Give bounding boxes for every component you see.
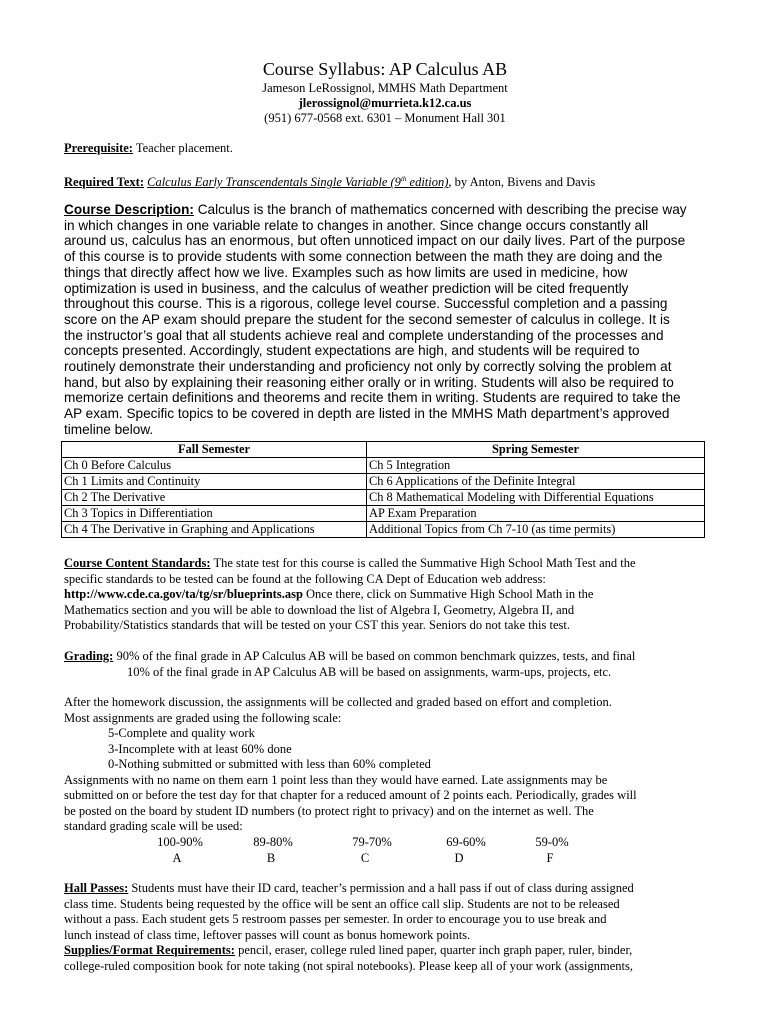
- textbook-title-edition: edition): [406, 175, 449, 190]
- contact-line: (951) 677-0568 ext. 6301 – Monument Hall 301: [264, 111, 506, 125]
- table-row: [62, 506, 705, 522]
- table-row: [62, 458, 705, 474]
- email-link[interactable]: jlerossignol@murrieta.k12.ca.us: [298, 96, 472, 110]
- description-line: around us, calculus has an enormous, but often unnoticed impact on our daily lives. Part of the purpose: [64, 233, 686, 249]
- spring-topic-cell: AP Exam Preparation: [367, 506, 705, 522]
- scale-item: 5-Complete and quality work: [108, 726, 255, 740]
- description-line: concepts presented. Accordingly, student expectations are high, and students will be required to: [64, 343, 640, 359]
- fall-topic-cell: Ch 3 Topics in Differentiation: [62, 506, 367, 522]
- grade-range: 69-60%: [446, 835, 486, 849]
- standards-url-link[interactable]: http://www.cde.ca.gov/ta/tg/sr/blueprints.asp: [64, 587, 303, 601]
- prerequisite-label: Prerequisite:: [64, 141, 133, 155]
- course-description: [64, 202, 710, 438]
- supplies-label: Supplies/Format Requirements:: [64, 943, 235, 957]
- supplies-section: Supplies/Format Requirements: pencil, eraser, college ruled lined paper, quarter inch graph paper, ruler, binder, college-ruled composition book for note taking (not spiral notebooks). Please keep all of your work (assignments,: [64, 943, 633, 973]
- scale-item: 0-Nothing submitted or submitted with less than 60% completed: [108, 757, 431, 771]
- description-line: AP exam. Specific topics to be covered in depth are listed in the MMHS Math department’s approved: [64, 406, 670, 422]
- homework-section: After the homework discussion, the assignments will be collected and graded based on effort and completion. Most assignments are graded using the following scale: 5-Complete and quality work 3-Incomplete with at least 60% done 0-Nothing submitted or submitted with less than 60% completed Assignments with no name on them earn 1 point less than they would have earned. Late assignments may be submitted on or before the test day for that chapter for a reduced amount of 2 points each. Periodically, grades will be posted on the board by student ID numbers (to protect right to privacy) and on the internet as well. The standard grading scale will be used:: [64, 695, 708, 835]
- grading-section: Grading: 90% of the final grade in AP Calculus AB will be based on common benchmark quizzes, tests, and final 10% of the final grade in AP Calculus AB will be based on assignments, warm-ups, projects, etc.: [64, 649, 636, 679]
- spring-topic-cell: Additional Topics from Ch 7-10 (as time permits): [367, 522, 705, 538]
- description-line: things that directly affect how we live. Examples such as how limits are used in medicine, how: [64, 264, 628, 280]
- table-row: [62, 522, 705, 538]
- grade-letter: F: [546, 851, 554, 865]
- grade-range: 59-0%: [535, 835, 569, 849]
- teacher-line: Jameson LeRossignol, MMHS Math Department: [262, 81, 508, 95]
- prerequisite-text: Teacher placement.: [135, 141, 233, 155]
- course-description-label: Course Description:: [64, 202, 194, 217]
- content-standards-section: Course Content Standards: The state test for this course is called the Summative High School Math Test and the specific standards to be tested can be found at the following CA Dept of Education web address: http://www.cde.ca.gov/ta/tg/sr/blueprints.asp Once there, click on Summative High School Math in the Mathematics section and you will be able to download the list of Algebra I, Geometry, Algebra II, and Probability/Statistics standards that will be tested on your CST this year. Seniors do not take this test.: [64, 556, 636, 632]
- grade-range: 100-90%: [157, 835, 203, 849]
- content-standards-label: Course Content Standards:: [64, 556, 211, 570]
- hall-passes-label: Hall Passes:: [64, 881, 129, 895]
- table-row: [62, 490, 705, 506]
- spring-semester-header: Spring Semester: [367, 442, 705, 458]
- description-line: in which changes in one variable relate to changes in another. Since change occurs constantly all: [64, 217, 649, 233]
- required-text-label: Required Text:: [64, 175, 144, 190]
- grade-letter: B: [266, 851, 276, 865]
- description-line: routinely demonstrate their understanding and proficiency not only by correctly solving the problem at: [64, 359, 672, 375]
- grade-letter: D: [454, 851, 464, 865]
- description-line: of this course is to provide students with some connection between the math they are doing and the: [64, 249, 663, 265]
- description-line: memorize certain definitions and theorems and recite them in writing. Students are required to take the: [64, 390, 681, 406]
- spring-topic-cell: Ch 8 Mathematical Modeling with Differential Equations: [367, 490, 705, 506]
- textbook-authors: , by Anton, Bivens and Davis: [448, 175, 596, 190]
- grade-letter: C: [360, 851, 370, 865]
- fall-topic-cell: Ch 1 Limits and Continuity: [62, 474, 367, 490]
- scale-item: 3-Incomplete with at least 60% done: [108, 741, 292, 756]
- grade-letter: A: [172, 851, 182, 865]
- grade-range: 89-80%: [253, 835, 293, 849]
- topics-table: [61, 441, 705, 538]
- description-line: throughout this course. This is a rigorous, college level course. Successful completion and a passing: [64, 296, 668, 312]
- grading-label: Grading:: [64, 649, 114, 663]
- description-line: timeline below.: [64, 421, 154, 437]
- description-line: hand, but also by explaining their reasoning either orally or in writing. Students will also be required to: [64, 374, 674, 390]
- prerequisite-section: [64, 141, 708, 157]
- edition-superscript: th: [400, 175, 407, 183]
- fall-topic-cell: Ch 0 Before Calculus: [62, 458, 367, 474]
- description-line: the instructor’s goal that all students achieve real and complete understanding of the processes and: [64, 327, 664, 343]
- spring-topic-cell: Ch 5 Integration: [367, 458, 705, 474]
- description-line: Course Description: Calculus is the branch of mathematics concerned with describing the precise way: [64, 202, 687, 217]
- required-text-section: [64, 172, 708, 191]
- fall-topic-cell: Ch 2 The Derivative: [62, 490, 367, 506]
- spring-topic-cell: Ch 6 Applications of the Definite Integral: [367, 474, 705, 490]
- table-row: [62, 474, 705, 490]
- fall-semester-header: Fall Semester: [62, 442, 367, 458]
- description-line: score on the AP exam should prepare the student for the second semester of calculus in college. It is: [64, 311, 670, 327]
- description-line: optimization is used in business, and the calculus of weather prediction will be cited frequently: [64, 280, 629, 296]
- textbook-title: [147, 175, 448, 189]
- textbook-title-main: Calculus Early Transcendentals Single Variable (9: [147, 175, 401, 190]
- page-title: Course Syllabus: AP Calculus AB: [262, 59, 508, 79]
- grade-range: 79-70%: [352, 835, 392, 849]
- fall-topic-cell: Ch 4 The Derivative in Graphing and Applications: [62, 522, 367, 538]
- table-header-row: [62, 442, 705, 458]
- hall-passes-section: Hall Passes: Students must have their ID card, teacher’s permission and a hall pass if out of class during assigned class time. Students being requested by the office will be sent an office call slip. Students are not to be released without a pass. Each student gets 5 restroom passes per semester. In order to encourage you to use break and lunch instead of class time, leftover passes will count as bonus homework points.: [64, 881, 634, 942]
